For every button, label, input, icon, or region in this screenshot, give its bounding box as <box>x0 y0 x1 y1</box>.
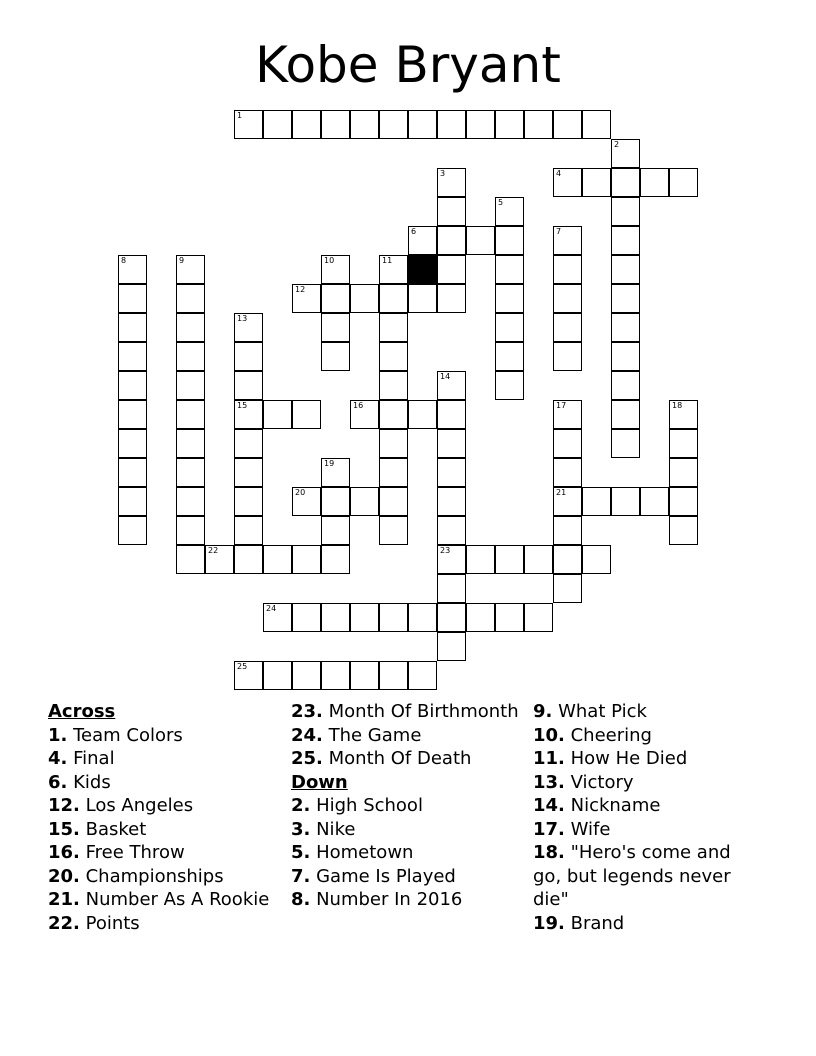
clue-number: 5 <box>498 198 504 207</box>
clue-number: 7 <box>556 227 562 236</box>
clue-number-label: 4. <box>48 748 68 769</box>
grid-cell[interactable] <box>379 400 408 429</box>
grid-cell[interactable] <box>524 545 553 574</box>
clue-number: 24 <box>266 604 277 613</box>
grid-cell[interactable] <box>321 603 350 632</box>
clue-text: Game Is Played <box>310 865 456 887</box>
clue-number-label: 6. <box>48 771 68 793</box>
down-clue-3 <box>291 818 521 842</box>
grid-cell[interactable] <box>669 429 698 458</box>
grid-cell[interactable] <box>118 342 147 371</box>
across-clue-25 <box>291 747 521 771</box>
clue-text: Los Angeles <box>79 795 194 816</box>
clue-number: 21 <box>556 488 567 497</box>
grid-cell[interactable] <box>321 342 350 371</box>
grid-cell[interactable] <box>234 342 263 371</box>
clue-text: Team Colors <box>67 724 183 746</box>
grid-cell[interactable] <box>379 487 408 516</box>
down-clue-11 <box>533 747 758 771</box>
across-clue-20 <box>48 865 283 889</box>
grid-cell[interactable] <box>118 487 147 516</box>
clue-text: Free Throw <box>79 842 185 863</box>
grid-cell[interactable] <box>118 458 147 487</box>
grid-cell[interactable] <box>495 255 524 284</box>
clue-number: 14 <box>440 372 451 381</box>
clue-text: Final <box>67 748 115 769</box>
down-clue-9 <box>533 700 758 724</box>
grid-cell[interactable] <box>495 313 524 342</box>
grid-cell[interactable] <box>495 342 524 371</box>
clue-text: "Hero's come and go, but legends never die" <box>533 842 731 910</box>
grid-cell[interactable] <box>466 545 495 574</box>
grid-cell[interactable] <box>437 226 466 255</box>
grid-cell[interactable] <box>611 313 640 342</box>
grid-cell[interactable] <box>263 661 292 690</box>
grid-cell[interactable] <box>524 603 553 632</box>
grid-cell[interactable] <box>553 313 582 342</box>
grid-cell[interactable] <box>582 110 611 139</box>
grid-cell[interactable] <box>669 458 698 487</box>
clue-text: Brand <box>564 912 625 934</box>
grid-cell[interactable] <box>466 110 495 139</box>
grid-cell[interactable] <box>379 371 408 400</box>
grid-cell[interactable] <box>118 371 147 400</box>
grid-cell[interactable] <box>379 603 408 632</box>
across-clue-15 <box>48 818 283 842</box>
grid-cell[interactable] <box>437 516 466 545</box>
grid-cell[interactable] <box>466 226 495 255</box>
grid-cell[interactable] <box>234 313 263 342</box>
clue-number-label: 1. <box>48 724 68 746</box>
across-heading: Across <box>48 701 116 722</box>
clue-text: Basket <box>79 818 147 840</box>
grid-cell[interactable] <box>553 400 582 429</box>
clue-text: Number As A Rookie <box>79 889 270 910</box>
grid-cell[interactable] <box>524 110 553 139</box>
grid-cell[interactable] <box>640 168 669 197</box>
grid-cell[interactable] <box>437 284 466 313</box>
grid-cell[interactable] <box>321 458 350 487</box>
down-clue-7 <box>291 865 521 889</box>
grid-cell[interactable] <box>553 458 582 487</box>
grid-cell[interactable] <box>379 661 408 690</box>
puzzle-title: Kobe Bryant <box>255 36 561 94</box>
clue-text: Kids <box>67 771 111 793</box>
grid-cell[interactable] <box>495 197 524 226</box>
clue-number-label: 9. <box>533 701 553 722</box>
grid-cell[interactable] <box>437 632 466 661</box>
clue-text: What Pick <box>552 701 647 722</box>
clue-number-label: 24. <box>291 724 323 746</box>
clue-text: Hometown <box>310 842 414 863</box>
grid-cell[interactable] <box>205 545 234 574</box>
grid-cell[interactable] <box>350 400 379 429</box>
grid-cell[interactable] <box>495 545 524 574</box>
grid-cell[interactable] <box>234 458 263 487</box>
clue-number-label: 22. <box>48 912 80 934</box>
grid-cell[interactable] <box>292 661 321 690</box>
grid-cell[interactable] <box>350 603 379 632</box>
clue-number: 11 <box>382 256 393 265</box>
grid-cell[interactable] <box>611 342 640 371</box>
grid-cell[interactable] <box>553 516 582 545</box>
grid-cell[interactable] <box>611 226 640 255</box>
grid-cell[interactable] <box>495 226 524 255</box>
grid-cell[interactable] <box>379 255 408 284</box>
black-cell <box>408 255 437 284</box>
grid-cell[interactable] <box>437 168 466 197</box>
grid-cell[interactable] <box>611 284 640 313</box>
down-heading: Down <box>291 771 348 793</box>
clue-number: 17 <box>556 401 567 410</box>
down-clue-8 <box>291 888 521 912</box>
clue-number: 6 <box>411 227 417 236</box>
grid-cell[interactable] <box>321 284 350 313</box>
clue-number-label: 17. <box>533 818 565 840</box>
clue-number-label: 20. <box>48 865 80 887</box>
down-clue-17 <box>533 818 758 842</box>
clue-number-label: 19. <box>533 912 565 934</box>
across-clue-1 <box>48 724 283 748</box>
grid-cell[interactable] <box>553 110 582 139</box>
grid-cell[interactable] <box>379 284 408 313</box>
across-clue-4 <box>48 747 283 771</box>
grid-cell[interactable] <box>611 487 640 516</box>
across-clue-23 <box>291 700 521 724</box>
grid-cell[interactable] <box>176 487 205 516</box>
grid-cell[interactable] <box>176 429 205 458</box>
grid-cell[interactable] <box>176 545 205 574</box>
grid-cell[interactable] <box>437 574 466 603</box>
clue-text: The Game <box>322 724 422 746</box>
clue-number: 25 <box>237 662 248 671</box>
grid-cell[interactable] <box>176 516 205 545</box>
grid-cell[interactable] <box>234 487 263 516</box>
grid-cell[interactable] <box>292 603 321 632</box>
grid-cell[interactable] <box>292 110 321 139</box>
grid-cell[interactable] <box>176 371 205 400</box>
grid-cell[interactable] <box>466 603 495 632</box>
grid-cell[interactable] <box>263 545 292 574</box>
grid-cell[interactable] <box>234 400 263 429</box>
grid-cell[interactable] <box>669 487 698 516</box>
grid-cell[interactable] <box>495 110 524 139</box>
grid-cell[interactable] <box>611 168 640 197</box>
grid-cell[interactable] <box>321 545 350 574</box>
grid-cell[interactable] <box>176 400 205 429</box>
across-clue-24 <box>291 724 521 748</box>
grid-cell[interactable] <box>118 516 147 545</box>
grid-cell[interactable] <box>292 545 321 574</box>
grid-cell[interactable] <box>379 313 408 342</box>
grid-cell[interactable] <box>350 284 379 313</box>
grid-cell[interactable] <box>611 197 640 226</box>
grid-cell[interactable] <box>234 110 263 139</box>
clue-number-label: 8. <box>291 889 311 910</box>
grid-cell[interactable] <box>437 458 466 487</box>
grid-cell[interactable] <box>321 313 350 342</box>
grid-cell[interactable] <box>292 400 321 429</box>
grid-cell[interactable] <box>582 487 611 516</box>
clue-text: Wife <box>564 818 611 840</box>
grid-cell[interactable] <box>118 313 147 342</box>
grid-cell[interactable] <box>553 226 582 255</box>
clues-column-1 <box>48 700 283 935</box>
clue-text: Points <box>79 912 140 934</box>
down-clue-13 <box>533 771 758 795</box>
clues-column-3 <box>533 700 758 935</box>
clue-number-label: 14. <box>533 795 565 816</box>
clue-number: 15 <box>237 401 248 410</box>
clue-text: Championships <box>79 865 224 887</box>
grid-cell[interactable] <box>408 110 437 139</box>
down-clue-19 <box>533 912 758 936</box>
grid-cell[interactable] <box>611 371 640 400</box>
grid-cell[interactable] <box>495 284 524 313</box>
grid-cell[interactable] <box>437 400 466 429</box>
grid-cell[interactable] <box>408 661 437 690</box>
clue-text: High School <box>310 795 423 816</box>
clue-number-label: 5. <box>291 842 311 863</box>
grid-cell[interactable] <box>321 661 350 690</box>
grid-cell[interactable] <box>263 110 292 139</box>
grid-cell[interactable] <box>379 342 408 371</box>
grid-cell[interactable] <box>495 371 524 400</box>
clue-number: 19 <box>324 459 335 468</box>
grid-cell[interactable] <box>437 371 466 400</box>
clue-text: Cheering <box>564 724 652 746</box>
clue-number: 22 <box>208 546 219 555</box>
clue-text: Nickname <box>564 795 661 816</box>
clue-number-label: 2. <box>291 795 311 816</box>
grid-cell[interactable] <box>553 487 582 516</box>
clue-text: Number In 2016 <box>310 889 463 910</box>
down-clue-2 <box>291 794 521 818</box>
down-clue-18 <box>533 841 758 912</box>
clue-number-label: 18. <box>533 842 565 863</box>
grid-cell[interactable] <box>321 487 350 516</box>
grid-cell[interactable] <box>553 429 582 458</box>
clue-number: 8 <box>121 256 127 265</box>
grid-cell[interactable] <box>292 487 321 516</box>
clue-number: 12 <box>295 285 306 294</box>
grid-cell[interactable] <box>263 400 292 429</box>
grid-cell[interactable] <box>669 168 698 197</box>
clue-number-label: 16. <box>48 842 80 863</box>
grid-cell[interactable] <box>408 603 437 632</box>
grid-cell[interactable] <box>553 574 582 603</box>
grid-cell[interactable] <box>234 545 263 574</box>
clue-number: 2 <box>614 140 620 149</box>
grid-cell[interactable] <box>176 458 205 487</box>
grid-cell[interactable] <box>669 516 698 545</box>
grid-cell[interactable] <box>611 139 640 168</box>
clue-number: 23 <box>440 546 451 555</box>
grid-cell[interactable] <box>176 284 205 313</box>
clue-text: How He Died <box>564 748 688 769</box>
clue-number: 20 <box>295 488 306 497</box>
across-clue-21 <box>48 888 283 912</box>
clue-text: Month Of Birthmonth <box>322 701 519 722</box>
grid-cell[interactable] <box>263 603 292 632</box>
clue-number: 10 <box>324 256 335 265</box>
grid-cell[interactable] <box>379 429 408 458</box>
grid-cell[interactable] <box>669 400 698 429</box>
grid-cell[interactable] <box>437 545 466 574</box>
across-clue-22 <box>48 912 283 936</box>
clue-number-label: 7. <box>291 865 311 887</box>
grid-cell[interactable] <box>234 371 263 400</box>
grid-cell[interactable] <box>379 516 408 545</box>
clue-number-label: 23. <box>291 701 323 722</box>
grid-cell[interactable] <box>437 110 466 139</box>
clue-number: 16 <box>353 401 364 410</box>
grid-cell[interactable] <box>437 255 466 284</box>
grid-cell[interactable] <box>408 226 437 255</box>
grid-cell[interactable] <box>379 110 408 139</box>
clues-column-2 <box>291 700 521 912</box>
grid-cell[interactable] <box>553 255 582 284</box>
grid-cell[interactable] <box>495 603 524 632</box>
grid-cell[interactable] <box>176 342 205 371</box>
clue-number: 1 <box>237 111 243 120</box>
clue-number-label: 13. <box>533 771 565 793</box>
down-clue-10 <box>533 724 758 748</box>
clue-number-label: 3. <box>291 818 311 840</box>
clue-number: 4 <box>556 169 562 178</box>
grid-cell[interactable] <box>611 400 640 429</box>
clue-number-label: 10. <box>533 724 565 746</box>
grid-cell[interactable] <box>234 429 263 458</box>
grid-cell[interactable] <box>234 516 263 545</box>
grid-cell[interactable] <box>611 255 640 284</box>
grid-cell[interactable] <box>582 545 611 574</box>
grid-cell[interactable] <box>640 487 669 516</box>
grid-cell[interactable] <box>582 168 611 197</box>
clue-text: Nike <box>310 818 356 840</box>
grid-cell[interactable] <box>553 545 582 574</box>
down-clue-14 <box>533 794 758 818</box>
grid-cell[interactable] <box>292 284 321 313</box>
clue-number-label: 15. <box>48 818 80 840</box>
grid-cell[interactable] <box>321 110 350 139</box>
grid-cell[interactable] <box>553 342 582 371</box>
grid-cell[interactable] <box>321 516 350 545</box>
grid-cell[interactable] <box>611 429 640 458</box>
grid-cell[interactable] <box>408 400 437 429</box>
grid-cell[interactable] <box>176 255 205 284</box>
grid-cell[interactable] <box>379 458 408 487</box>
grid-cell[interactable] <box>176 313 205 342</box>
grid-cell[interactable] <box>118 400 147 429</box>
across-clue-6 <box>48 771 283 795</box>
clue-number: 3 <box>440 169 446 178</box>
grid-cell[interactable] <box>350 487 379 516</box>
grid-cell[interactable] <box>118 284 147 313</box>
grid-cell[interactable] <box>437 197 466 226</box>
clue-text: Month Of Death <box>322 748 472 769</box>
grid-cell[interactable] <box>234 661 263 690</box>
across-clue-16 <box>48 841 283 865</box>
clue-number: 9 <box>179 256 185 265</box>
clue-number-label: 25. <box>291 748 323 769</box>
across-clue-12 <box>48 794 283 818</box>
clue-text: Victory <box>564 771 634 793</box>
grid-cell[interactable] <box>437 603 466 632</box>
grid-cell[interactable] <box>408 284 437 313</box>
clue-number-label: 21. <box>48 889 80 910</box>
clue-number-label: 11. <box>533 748 565 769</box>
down-clue-5 <box>291 841 521 865</box>
grid-cell[interactable] <box>437 487 466 516</box>
grid-cell[interactable] <box>350 110 379 139</box>
grid-cell[interactable] <box>350 661 379 690</box>
clue-number: 13 <box>237 314 248 323</box>
clue-number-label: 12. <box>48 795 80 816</box>
grid-cell[interactable] <box>118 255 147 284</box>
grid-cell[interactable] <box>118 429 147 458</box>
grid-cell[interactable] <box>437 429 466 458</box>
grid-cell[interactable] <box>553 168 582 197</box>
clue-number: 18 <box>672 401 683 410</box>
grid-cell[interactable] <box>553 284 582 313</box>
grid-cell[interactable] <box>321 255 350 284</box>
